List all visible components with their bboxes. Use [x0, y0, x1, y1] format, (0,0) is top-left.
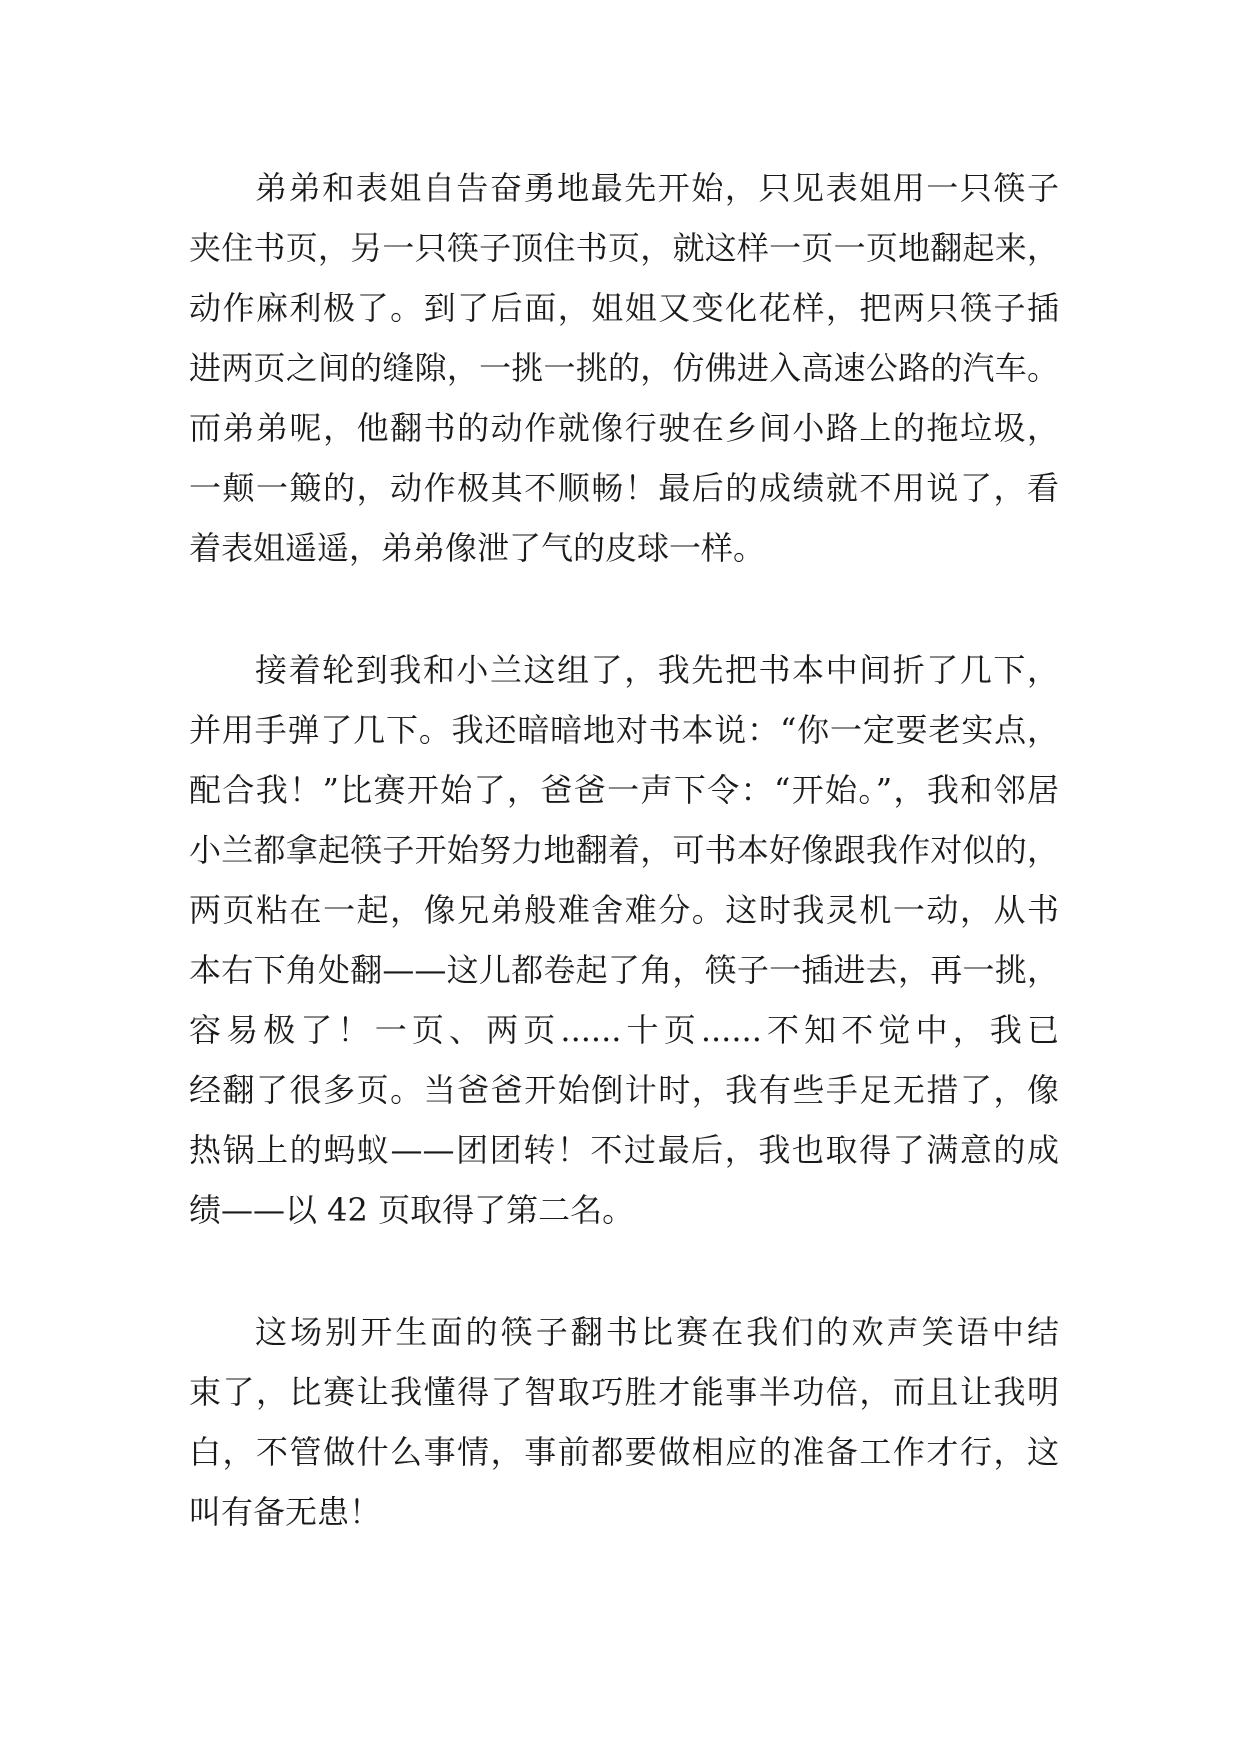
- paragraph-3: [189, 1302, 1059, 1542]
- text-line: 小兰都拿起筷子开始努力地翻着，可书本好像跟我作对似的，: [189, 831, 1059, 869]
- text-line: 配合我！”比赛开始了，爸爸一声下令：“开始。”，我和邻居: [189, 771, 1059, 809]
- text-line: 着表姐遥遥，弟弟像泄了气的皮球一样。: [189, 529, 766, 567]
- text-line: 热锅上的蚂蚁——团团转！不过最后，我也取得了满意的成: [189, 1131, 1059, 1169]
- text-line: 而弟弟呢，他翻书的动作就像行驶在乡间小路上的拖垃圾，: [189, 409, 1059, 447]
- paragraph-spacer: [189, 578, 1059, 640]
- paragraph-spacer: [189, 1240, 1059, 1302]
- text-line: 绩——以 42 页取得了第二名。: [189, 1191, 635, 1229]
- text-line: 白，不管做什么事情，事前都要做相应的准备工作才行，这: [189, 1433, 1059, 1471]
- text-line: 一颠一簸的，动作极其不顺畅！最后的成绩就不用说了，看: [189, 469, 1059, 507]
- paragraph-2: [189, 640, 1059, 1240]
- text-line: 动作麻利极了。到了后面，姐姐又变化花样，把两只筷子插: [189, 289, 1059, 327]
- text-line: 经翻了很多页。当爸爸开始倒计时，我有些手足无措了，像: [189, 1071, 1059, 1109]
- text-line: 束了，比赛让我懂得了智取巧胜才能事半功倍，而且让我明: [189, 1373, 1059, 1411]
- text-line: 两页粘在一起，像兄弟般难舍难分。这时我灵机一动，从书: [189, 891, 1059, 929]
- text-line: 弟弟和表姐自告奋勇地最先开始，只见表姐用一只筷子: [255, 169, 1059, 207]
- text-line: 本右下角处翻——这儿都卷起了角，筷子一插进去，再一挑，: [189, 951, 1059, 989]
- text-line: 容易极了！一页、两页......十页......不知不觉中，我已: [189, 1011, 1059, 1049]
- text-line: 夹住书页，另一只筷子顶住书页，就这样一页一页地翻起来，: [189, 229, 1059, 267]
- text-line: 进两页之间的缝隙，一挑一挑的，仿佛进入高速公路的汽车。: [189, 349, 1059, 387]
- text-line: 这场别开生面的筷子翻书比赛在我们的欢声笑语中结: [255, 1313, 1059, 1351]
- text-line: 叫有备无患！: [189, 1493, 382, 1531]
- document-body: [189, 158, 1059, 1542]
- text-line: 接着轮到我和小兰这组了，我先把书本中间折了几下，: [255, 651, 1059, 689]
- paragraph-1: [189, 158, 1059, 578]
- text-line: 并用手弹了几下。我还暗暗地对书本说：“你一定要老实点，: [189, 711, 1059, 749]
